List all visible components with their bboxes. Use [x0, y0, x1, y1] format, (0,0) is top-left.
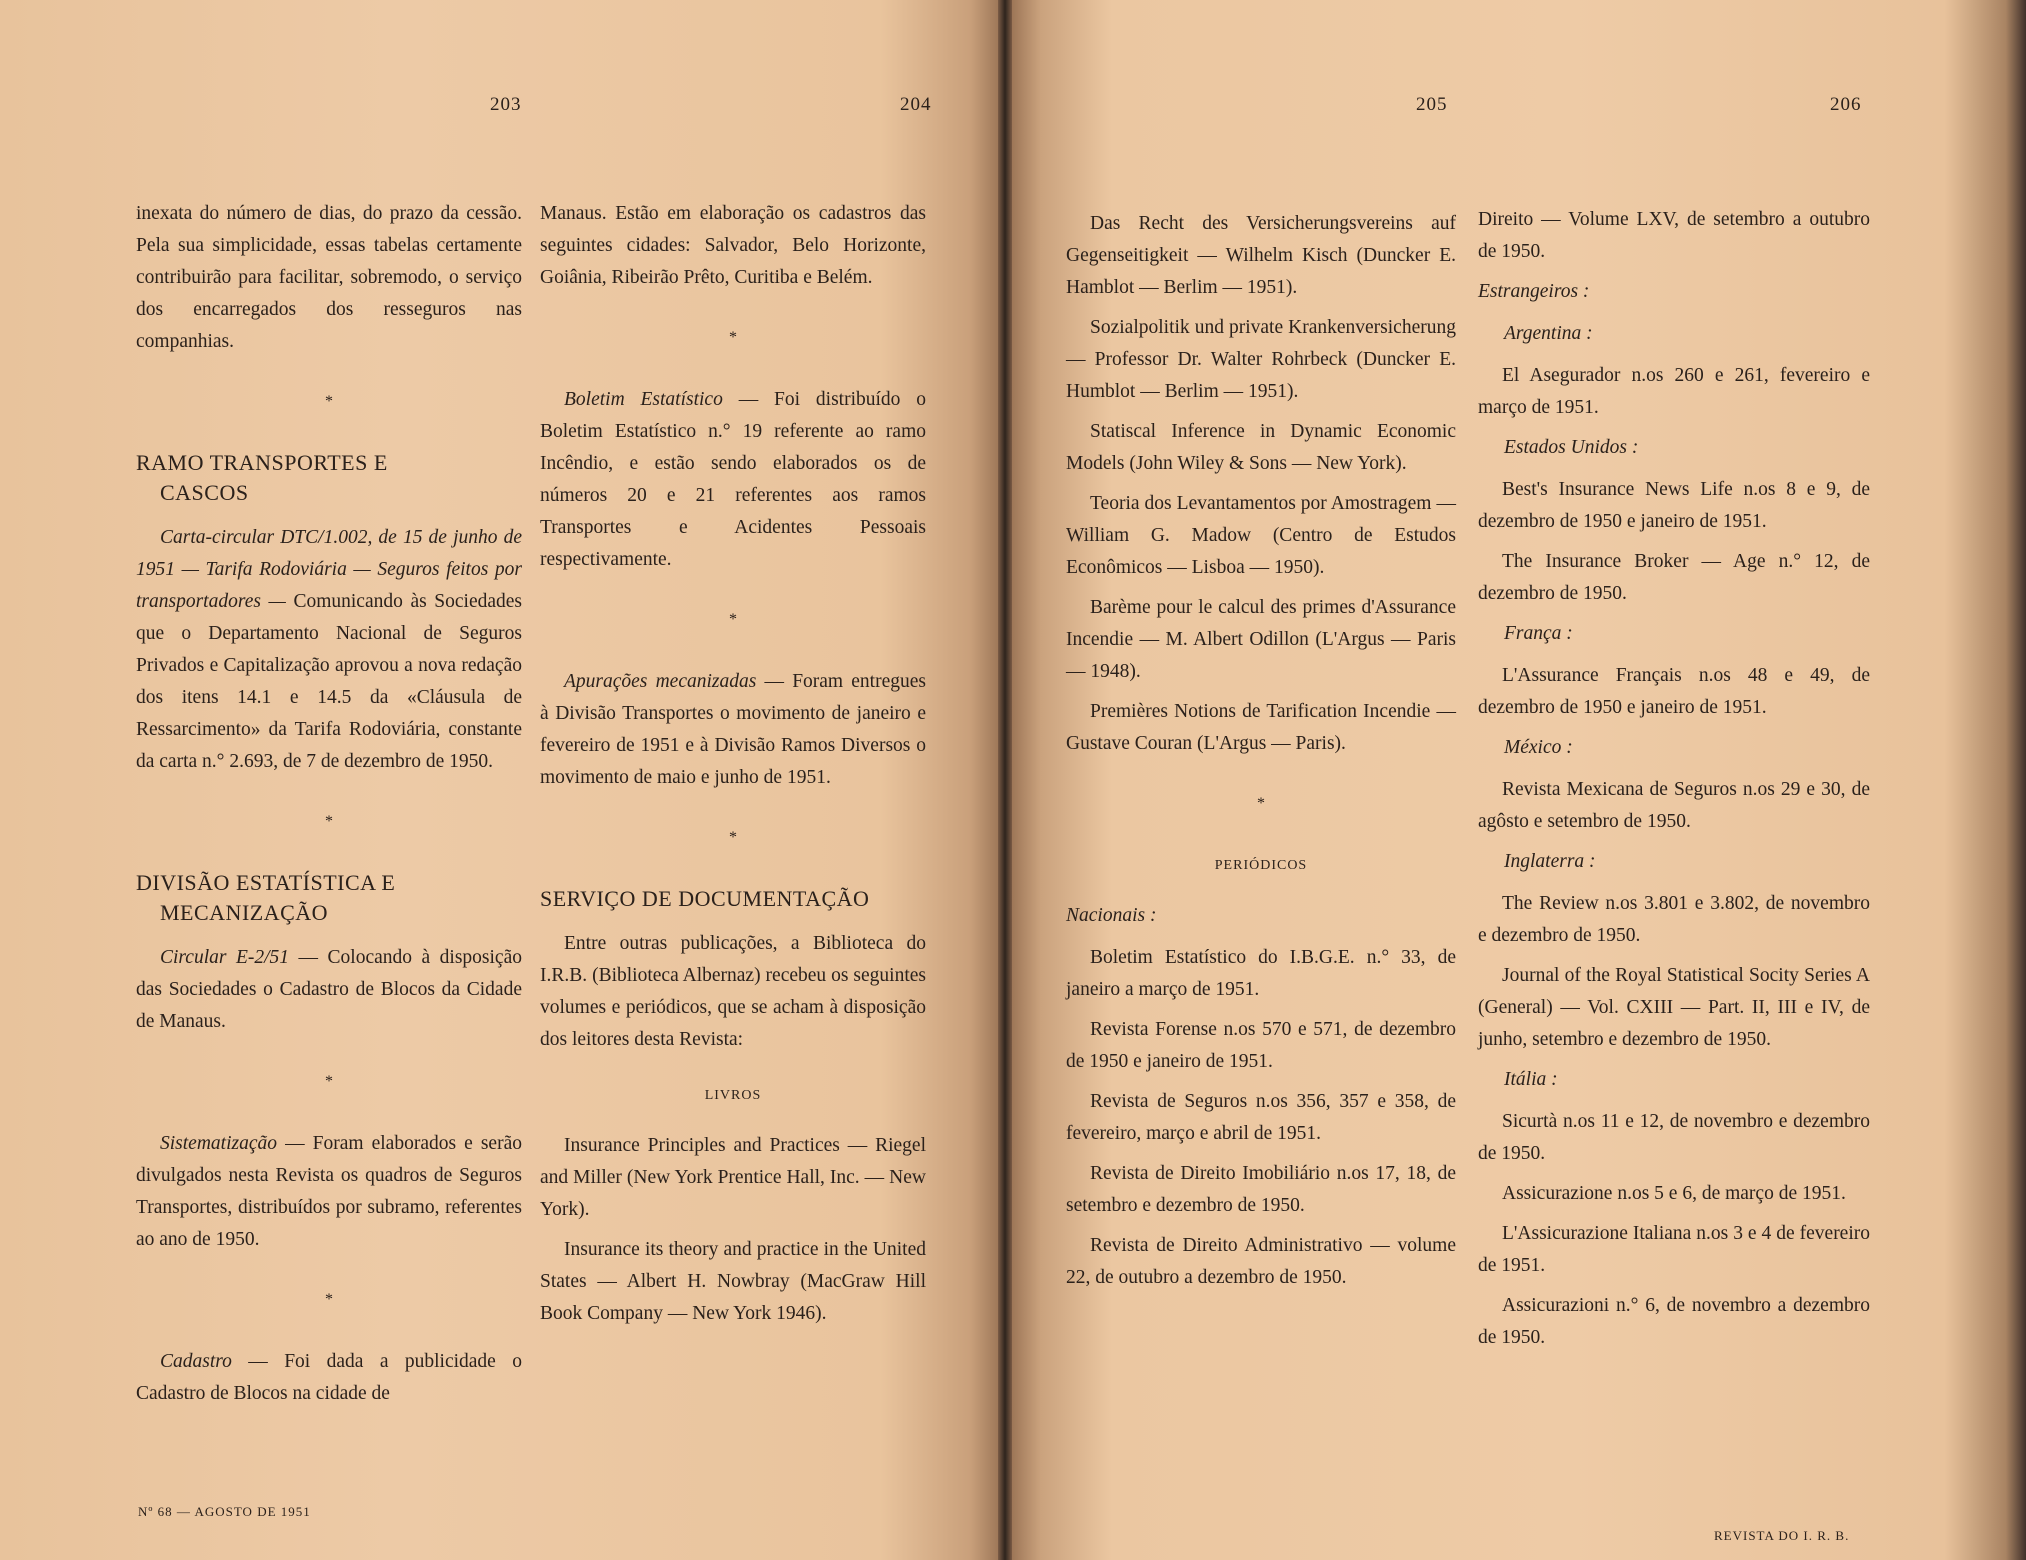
paragraph-circular: Circular E-2/51 — Colocando à disposição das Sociedades o Cadastro de Blocos da Cidade de Manaus. [136, 947, 522, 1032]
section-heading-servico-documentacao: SERVIÇO DE DOCUMENTAÇÃO [540, 886, 870, 911]
book-entry: Sozialpolitik und private Krankenversicherung — Professor Dr. Walter Rohrbeck (Duncker E. Humblot — Berlim — 1951). [1066, 317, 1456, 402]
paragraph-apuracoes: Apurações mecanizadas — Foram entregues à Divisão Transportes o movimento de janeiro e fevereiro de 1951 e à Divisão Ramos Diversos o movimento de maio e junho de 1951. [540, 671, 926, 788]
book-gutter [998, 0, 1012, 1560]
periodical-entry: Assicurazioni n.° 6, de novembro a dezembro de 1950. [1478, 1295, 1870, 1348]
section-separator: * [1257, 795, 1265, 812]
book-entry: Das Recht des Versicherungsvereins auf Gegenseitigkeit — Wilhelm Kisch (Duncker E. Hamblot — Berlim — 1951). [1066, 213, 1456, 298]
section-separator: * [729, 611, 737, 628]
column-page-204 [540, 198, 926, 1338]
page-number-206: 206 [1830, 94, 1862, 115]
label-mexico: México : [1504, 737, 1573, 758]
page-number-203: 203 [490, 94, 522, 115]
periodical-entry: The Review n.os 3.801 e 3.802, de novembro e dezembro de 1950. [1478, 893, 1870, 946]
paragraph-continuation: Direito — Volume LXV, de setembro a outubro de 1950. [1478, 209, 1870, 262]
book-entry: Premières Notions de Tarification Incendie — Gustave Couran (L'Argus — Paris). [1066, 701, 1456, 754]
section-separator: * [729, 829, 737, 846]
section-separator: * [729, 329, 737, 346]
paragraph-biblioteca: Entre outras publicações, a Biblioteca do I.R.B. (Biblioteca Albernaz) recebeu os seguintes volumes e periódicos, que se acham à disposição dos leitores desta Revista: [540, 933, 926, 1050]
periodical-entry: L'Assurance Français n.os 48 e 49, de dezembro de 1950 e janeiro de 1951. [1478, 665, 1870, 718]
paragraph-sistematizacao: Sistematização — Foram elaborados e serão divulgados nesta Revista os quadros de Seguros Transportes, distribuídos por subramo, referentes ao ano de 1950. [136, 1133, 522, 1250]
periodical-entry: Revista de Direito Administrativo — volume 22, de outubro a dezembro de 1950. [1066, 1235, 1456, 1288]
periodical-entry: Sicurtà n.os 11 e 12, de novembro e dezembro de 1950. [1478, 1111, 1870, 1164]
periodical-entry: The Insurance Broker — Age n.° 12, de dezembro de 1950. [1478, 551, 1870, 604]
label-italia: Itália : [1504, 1069, 1558, 1090]
label-estados-unidos: Estados Unidos : [1504, 437, 1639, 458]
footer-issue: Nº 68 — AGOSTO DE 1951 [138, 1504, 311, 1519]
section-separator: * [325, 1291, 333, 1308]
periodical-entry: Revista Mexicana de Seguros n.os 29 e 30, de agôsto e setembro de 1950. [1478, 779, 1870, 832]
subheading-periodicos: PERIÓDICOS [1214, 858, 1308, 873]
section-separator: * [325, 393, 333, 410]
column-page-203 [136, 198, 522, 1418]
periodical-entry: Revista de Seguros n.os 356, 357 e 358, de fevereiro, março e abril de 1951. [1066, 1091, 1456, 1144]
section-separator: * [325, 1073, 333, 1090]
book-entry: Teoria dos Levantamentos por Amostragem — William G. Madow (Centro de Estudos Econômicos — Lisboa — 1950). [1066, 493, 1456, 578]
periodical-entry: Revista de Direito Imobiliário n.os 17, 18, de setembro e dezembro de 1950. [1066, 1163, 1456, 1216]
paragraph-continuation: inexata do número de dias, do prazo da cessão. Pela sua simplicidade, essas tabelas certamente contribuirão para facilitar, sobremodo, o serviço dos encarregados dos resseguros nas companhias. [136, 203, 522, 352]
column-page-206 [1478, 204, 1870, 1362]
book-entry: Insurance Principles and Practices — Riegel and Miller (New York Prentice Hall, Inc. — New York). [540, 1135, 926, 1220]
section-heading-ramo-transportes: RAMO TRANSPORTES E CASCOS [136, 450, 388, 505]
periodical-entry: L'Assicurazione Italiana n.os 3 e 4 de fevereiro de 1951. [1478, 1223, 1870, 1276]
book-entry: Statiscal Inference in Dynamic Economic Models (John Wiley & Sons — New York). [1066, 421, 1456, 474]
periodical-entry: Best's Insurance News Life n.os 8 e 9, de dezembro de 1950 e janeiro de 1951. [1478, 479, 1870, 532]
periodical-entry: El Asegurador n.os 260 e 261, fevereiro e março de 1951. [1478, 365, 1870, 418]
section-separator: * [325, 813, 333, 830]
book-entry: Insurance its theory and practice in the United States — Albert H. Nowbray (MacGraw Hill Book Company — New York 1946). [540, 1239, 926, 1324]
periodical-entry: Assicurazione n.os 5 e 6, de março de 1951. [1502, 1183, 1846, 1204]
paragraph-continuation: Manaus. Estão em elaboração os cadastros das seguintes cidades: Salvador, Belo Horizonte, Goiânia, Ribeirão Prêto, Curitiba e Belém. [540, 203, 926, 288]
label-inglaterra: Inglaterra : [1504, 851, 1596, 872]
page-number-204: 204 [900, 94, 932, 115]
label-estrangeiros: Estrangeiros : [1478, 281, 1590, 302]
label-nacionais: Nacionais : [1066, 905, 1157, 926]
paragraph-boletim: Boletim Estatístico — Foi distribuído o Boletim Estatístico n.° 19 referente ao ramo Incêndio, e estão sendo elaborados os de números 20 e 21 referentes aos ramos Transportes e Acidentes Pessoais respectivamente. [540, 389, 926, 570]
paragraph-carta-circular: Carta-circular DTC/1.002, de 15 de junho de 1951 — Tarifa Rodoviária — Seguros feitos por transportadores — Comunicando às Sociedades que o Departamento Nacional de Seguros Privados e Capitalização aprovou a nova redação dos itens 14.1 e 14.5 da «Cláusula de Ressarcimento» da Tarifa Rodoviária, constante da carta n.° 2.693, de 7 de dezembro de 1950. [136, 527, 522, 772]
page-number-205: 205 [1416, 94, 1448, 115]
periodical-entry: Journal of the Royal Statistical Socity Series A (General) — Vol. CXIII — Part. II, III e IV, de junho, setembro e dezembro de 1950. [1478, 965, 1870, 1050]
column-page-205 [1066, 208, 1456, 1302]
paragraph-cadastro: Cadastro — Foi dada a publicidade o Cadastro de Blocos na cidade de [136, 1351, 522, 1404]
section-heading-divisao-estatistica: DIVISÃO ESTATÍSTICA E MECANIZAÇÃO [136, 870, 396, 925]
periodical-entry: Boletim Estatístico do I.B.G.E. n.° 33, de janeiro a março de 1951. [1066, 947, 1456, 1000]
subheading-livros: LIVROS [704, 1088, 762, 1103]
label-franca: França : [1504, 623, 1573, 644]
label-argentina: Argentina : [1504, 323, 1593, 344]
footer-journal: REVISTA DO I. R. B. [1714, 1528, 1850, 1543]
book-entry: Barème pour le calcul des primes d'Assurance Incendie — M. Albert Odillon (L'Argus — Paris — 1948). [1066, 597, 1456, 682]
periodical-entry: Revista Forense n.os 570 e 571, de dezembro de 1950 e janeiro de 1951. [1066, 1019, 1456, 1072]
